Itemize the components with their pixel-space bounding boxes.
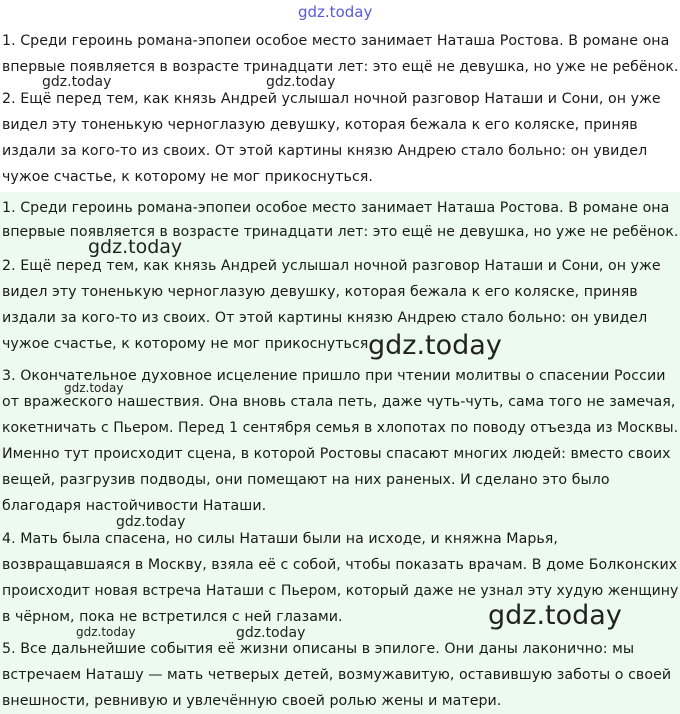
text-line: кокетничать с Пьером. Перед 1 сентября семья в хлопотах по поводу отъезда из Москвы. — [2, 420, 679, 436]
watermark: gdz.today — [236, 625, 306, 641]
text-line: чужое счастье, к которому не мог прикоснуться. — [2, 169, 373, 185]
text-line: в чёрном, пока не встретился с ней глазами. — [2, 609, 343, 625]
text-line: впервые появляется в возрасте тринадцати лет: это ещё не девушка, но уже не ребёнок. — [2, 59, 679, 75]
watermark: gdz.today — [42, 74, 112, 90]
text-line: чужое счастье, к которому не мог прикоснуться. — [2, 336, 373, 352]
text-line: 1. Среди героинь романа-эпопеи особое место занимает Наташа Ростова. В романе она — [2, 33, 670, 49]
text-line: издали за кого-то из своих. От этой картины князю Андрею стало больно: он увидел — [2, 310, 648, 326]
text-line: 5. Все дальнейшие события её жизни описаны в эпилоге. Они даны лаконично: мы — [2, 641, 635, 657]
text-line: впервые появляется в возрасте тринадцати лет: это ещё не девушка, но уже не ребёнок. — [2, 224, 679, 240]
watermark: gdz.today — [88, 236, 183, 258]
watermark-top: gdz.today — [298, 3, 373, 21]
text-line: происходит новая встреча Наташи с Пьером, который даже не узнал эту худую женщину — [2, 583, 679, 599]
watermark: gdz.today — [64, 381, 124, 395]
text-line: издали за кого-то из своих. От этой картины князю Андрею стало больно: он увидел — [2, 143, 648, 159]
text-line: 2. Ещё перед тем, как князь Андрей услышал ночной разговор Наташи и Сони, он уже — [2, 91, 661, 107]
watermark: gdz.today — [266, 74, 336, 90]
text-line: видел эту тоненькую черноглазую девушку, которая бежала к его коляске, приняв — [2, 117, 638, 133]
text-line: вещей, разгрузив подводы, они помещают на них раненых. И сделано это было — [2, 472, 610, 488]
watermark: gdz.today — [76, 625, 136, 639]
text-line: внешности, ревнивую и увлечённую своей ролью жены и матери. — [2, 693, 502, 709]
text-line: Именно тут происходит сцена, в которой Ростовы спасают многих людей: вместо своих — [2, 446, 671, 462]
text-line: возвращавшаяся в Москву, взяла её с собой, чтобы показать врачам. В доме Болконских — [2, 557, 678, 573]
text-line: видел эту тоненькую черноглазую девушку, которая бежала к его коляске, приняв — [2, 284, 638, 300]
text-line: 4. Мать была спасена, но силы Наташи были на исходе, и княжна Марья, — [2, 531, 558, 547]
text-line: 2. Ещё перед тем, как князь Андрей услышал ночной разговор Наташи и Сони, он уже — [2, 258, 661, 274]
text-line: благодаря настойчивости Наташи. — [2, 498, 267, 514]
text-line: 1. Среди героинь романа-эпопеи особое место занимает Наташа Ростова. В романе она — [2, 200, 670, 216]
text-line: 3. Окончательное духовное исцеление пришло при чтении молитвы о спасении России — [2, 368, 666, 384]
watermark: gdz.today — [368, 330, 502, 361]
watermark: gdz.today — [116, 514, 186, 530]
text-line: встречаем Наташу — мать четверых детей, возмужавитую, оставившую заботы о своей — [2, 667, 672, 683]
watermark: gdz.today — [488, 600, 622, 631]
text-line: от вражеского нашествия. Она вновь стала петь, даже чуть-чуть, сама того не замечая, — [2, 394, 676, 410]
